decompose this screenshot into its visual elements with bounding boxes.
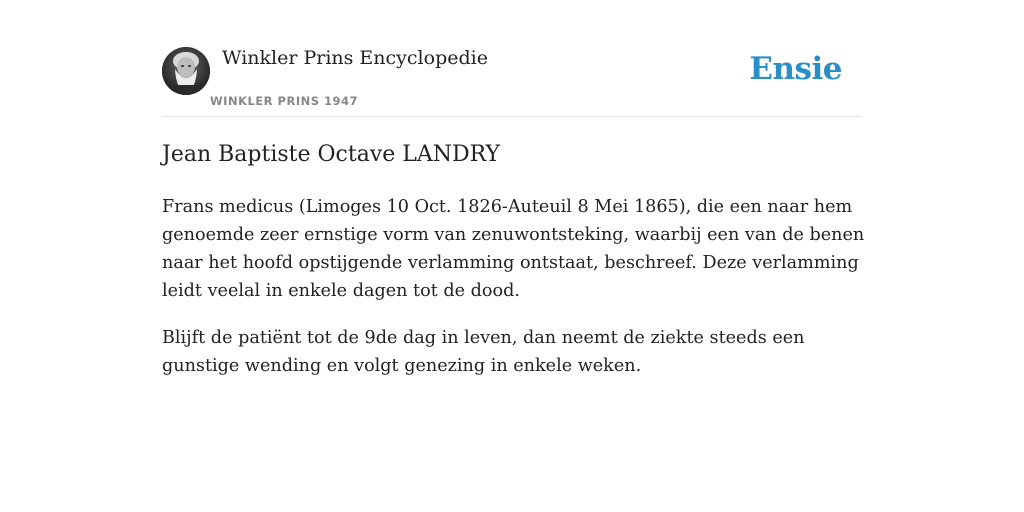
page-header — [162, 0, 862, 117]
article-paragraph: Blijft de patiënt tot de 9de dag in leven, dan neemt de ziekte steeds een gunstige wending en volgt genezing in enkele weken. — [162, 328, 805, 376]
source-avatar[interactable] — [162, 47, 210, 95]
article-paragraph: Frans medicus (Limoges 10 Oct. 1826-Auteuil 8 Mei 1865), die een naar hem genoemde zeer ernstige vorm van zenuwontsteking, waarbij een van de benen naar het hoofd opstijgende verlamming ontstaat, beschreef. Deze verlamming leidt veelal in enkele dagen tot de dood. — [162, 197, 865, 301]
bearded-man-portrait-icon — [162, 47, 210, 95]
article-body — [162, 193, 867, 399]
content-container — [162, 0, 865, 376]
article-title: Jean Baptiste Octave LANDRY — [162, 142, 501, 167]
brand-logo[interactable]: Ensie — [749, 51, 842, 87]
source-title[interactable]: Winkler Prins Encyclopedie — [222, 47, 488, 69]
source-subtitle: WINKLER PRINS 1947 — [210, 94, 359, 108]
